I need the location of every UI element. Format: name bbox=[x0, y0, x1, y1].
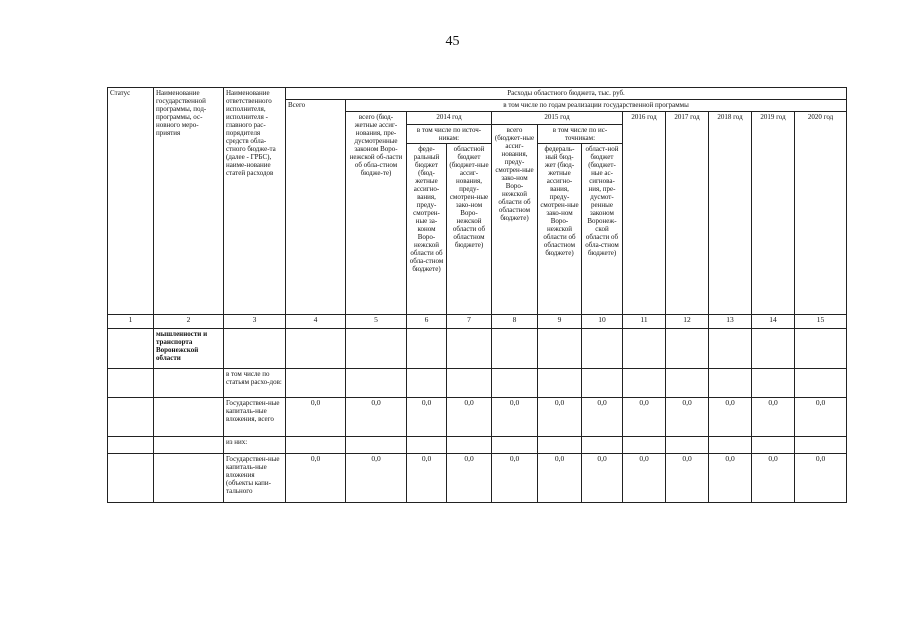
value-cell: 0,0 bbox=[286, 398, 346, 437]
header-total-2015: всего (бюджет-ные ассиг-нования, преду-смотрен-ные зако-ном Воро-нежской области об областном бюджете) bbox=[492, 125, 538, 315]
value-cell: 0,0 bbox=[407, 398, 447, 437]
expense-item-cell: Государствен-ные капиталь-ные вложения, всего bbox=[224, 398, 286, 437]
header-year-2016: 2016 год bbox=[623, 112, 666, 315]
value-cell: 0,0 bbox=[492, 454, 538, 503]
value-cell: 0,0 bbox=[447, 454, 492, 503]
value-cell: 0,0 bbox=[346, 398, 407, 437]
header-year-2017: 2017 год bbox=[666, 112, 709, 315]
header-year-total-desc: всего (бюд-жетные ассиг-нования, пре-дусмотренные законом Воро-нежской об-ласти об обла-стном бюдже-те) bbox=[346, 112, 407, 315]
value-cell: 0,0 bbox=[538, 454, 582, 503]
header-by-sources-2015: в том числе по ис-точникам: bbox=[538, 125, 623, 144]
column-number-cell: 9 bbox=[538, 315, 582, 329]
header-federal-2015: федераль-ный бюд-жет (бюд-жетные ассигно-вания, преду-смотрен-ные зако-ном Воро-нежской области об областном бюджете) bbox=[538, 144, 582, 315]
header-program-name: Наименование государственной программы, под-программы, ос-новного меро-приятия bbox=[154, 88, 224, 315]
value-cell: 0,0 bbox=[752, 398, 795, 437]
value-cell: 0,0 bbox=[407, 454, 447, 503]
header-total: Всего bbox=[286, 100, 346, 315]
value-cell: 0,0 bbox=[582, 398, 623, 437]
column-number-row bbox=[108, 315, 847, 329]
column-number-cell: 11 bbox=[623, 315, 666, 329]
header-year-2015: 2015 год bbox=[492, 112, 623, 125]
column-number-cell: 6 bbox=[407, 315, 447, 329]
value-cell: 0,0 bbox=[286, 454, 346, 503]
column-number-cell: 7 bbox=[447, 315, 492, 329]
table-row bbox=[108, 369, 847, 398]
expense-item-cell: Государствен-ные капиталь-ные вложения (объекты капи-тального bbox=[224, 454, 286, 503]
table-row bbox=[108, 329, 847, 369]
column-number-cell: 1 bbox=[108, 315, 154, 329]
header-status: Статус bbox=[108, 88, 154, 315]
column-number-cell: 14 bbox=[752, 315, 795, 329]
value-cell: 0,0 bbox=[538, 398, 582, 437]
budget-table bbox=[107, 87, 847, 503]
table-row bbox=[108, 437, 847, 454]
program-name-cell: мышленности и транспорта Воронежской области bbox=[154, 329, 224, 369]
header-regional-2014: областной бюджет (бюджет-ные ассиг-нования, преду-смотрен-ные зако-ном Воро-нежской области об областном бюджете) bbox=[447, 144, 492, 315]
header-year-2019: 2019 год bbox=[752, 112, 795, 315]
column-number-cell: 13 bbox=[709, 315, 752, 329]
header-year-2014: 2014 год bbox=[407, 112, 492, 125]
table-row bbox=[108, 398, 847, 437]
value-cell: 0,0 bbox=[795, 398, 847, 437]
column-number-cell: 12 bbox=[666, 315, 709, 329]
column-number-cell: 5 bbox=[346, 315, 407, 329]
header-expenses: Расходы областного бюджета, тыс. руб. bbox=[286, 88, 847, 100]
header-year-2020: 2020 год bbox=[795, 112, 847, 315]
column-number-cell: 10 bbox=[582, 315, 623, 329]
value-cell: 0,0 bbox=[492, 398, 538, 437]
value-cell: 0,0 bbox=[666, 454, 709, 503]
expense-item-cell: из них: bbox=[224, 437, 286, 454]
header-by-years: в том числе по годам реализации государственной программы bbox=[346, 100, 847, 112]
value-cell: 0,0 bbox=[709, 398, 752, 437]
header-executor: Наименование ответственного исполнителя, исполнителя - главного рас-порядителя средств обла-стного бюдже-та (далее - ГРБС), наиме-нование статей расходов bbox=[224, 88, 286, 315]
header-year-2018: 2018 год bbox=[709, 112, 752, 315]
table-row bbox=[108, 454, 847, 503]
value-cell: 0,0 bbox=[666, 398, 709, 437]
value-cell: 0,0 bbox=[709, 454, 752, 503]
column-number-cell: 15 bbox=[795, 315, 847, 329]
column-number-cell: 4 bbox=[286, 315, 346, 329]
page-number: 45 bbox=[445, 34, 460, 49]
expense-item-cell: в том числе по статьям расхо-дов: bbox=[224, 369, 286, 398]
column-number-cell: 3 bbox=[224, 315, 286, 329]
header-regional-2015: област-ной бюджет (бюджет-ные ас-сигнова-ния, пре-дусмот-ренные законом Воронеж-ской области об обла-стном бюджете) bbox=[582, 144, 623, 315]
value-cell: 0,0 bbox=[447, 398, 492, 437]
column-number-cell: 2 bbox=[154, 315, 224, 329]
column-number-cell: 8 bbox=[492, 315, 538, 329]
value-cell: 0,0 bbox=[795, 454, 847, 503]
value-cell: 0,0 bbox=[623, 454, 666, 503]
value-cell: 0,0 bbox=[582, 454, 623, 503]
header-by-sources-2014: в том числе по источ-никам: bbox=[407, 125, 492, 144]
value-cell: 0,0 bbox=[752, 454, 795, 503]
header-federal-2014: феде-ральный бюджет (бюд-жетные ассигно-вания, преду-смотрен-ные за-коном Воро-нежской области об обла-стном бюджете) bbox=[407, 144, 447, 315]
value-cell: 0,0 bbox=[623, 398, 666, 437]
value-cell: 0,0 bbox=[346, 454, 407, 503]
